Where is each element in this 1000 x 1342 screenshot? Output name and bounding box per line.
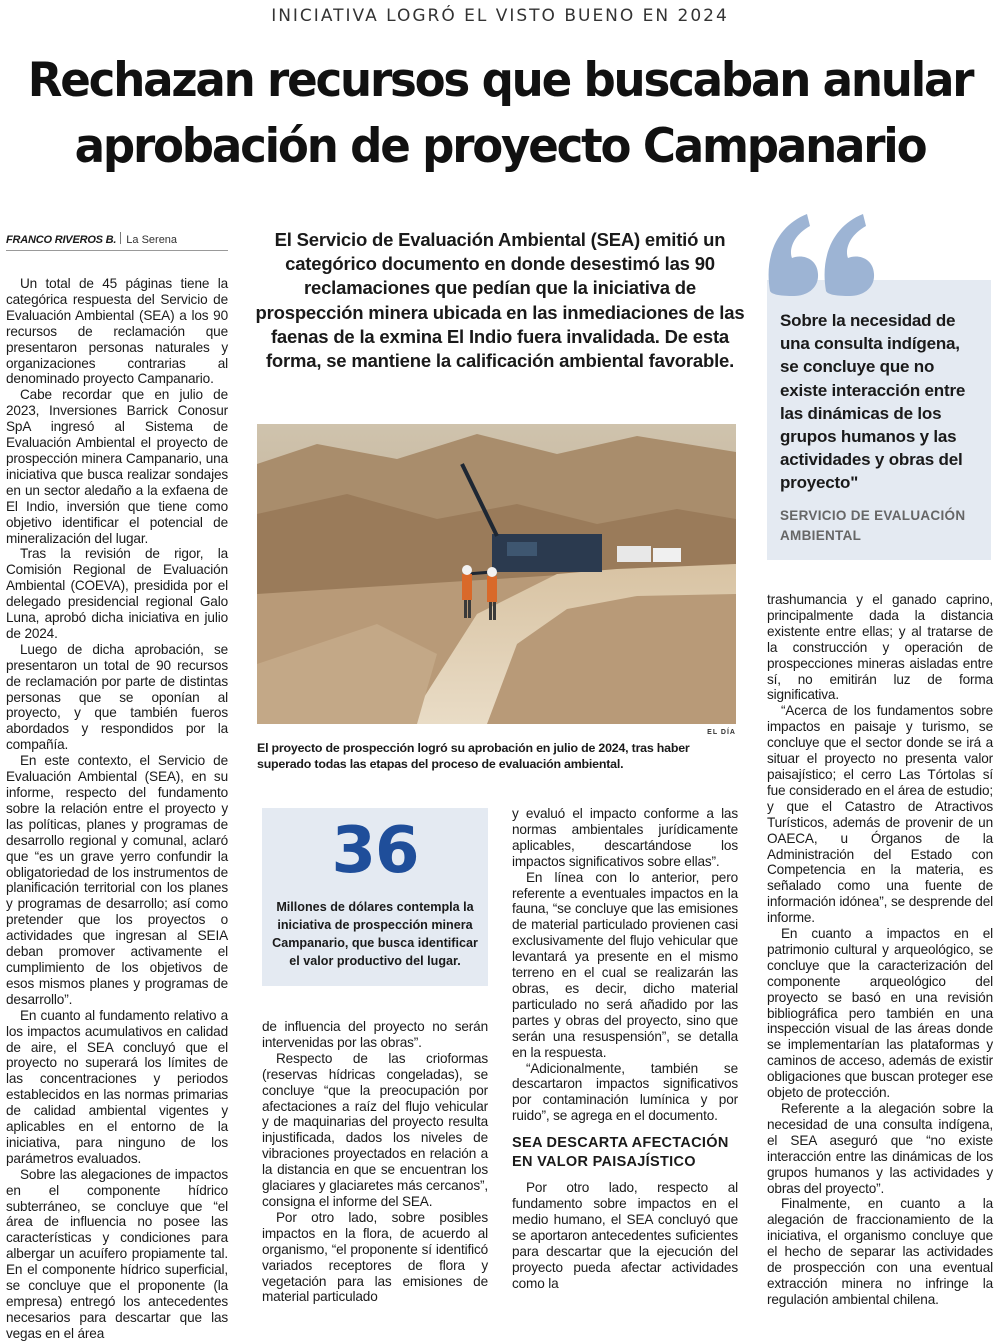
byline: [6, 232, 228, 251]
byline-author: FRANCO RIVEROS B.: [6, 234, 117, 246]
paragraph: Tras la revisión de rigor, la Comisión Regional de Evaluación Ambiental (COEVA), presidida por el delegado presidencial regional Galo Luna, aprobó dicha iniciativa en julio de 2024.: [6, 546, 228, 641]
section-subhead-line-2: EN VALOR PAISAJÍSTICO: [512, 1154, 696, 1171]
body-column-1: [6, 276, 228, 1341]
paragraph: y evaluó el impacto conforme a las normas ambientales jurídicamente aplicables, descartándose los impactos significativos sobre ellas”.: [512, 806, 738, 869]
paragraph: Cabe recordar que en julio de 2023, Inversiones Barrick Conosur SpA ingresó al Sistema de Evaluación Ambiental el proyecto de prospección minera Campanario, una iniciativa que busca realizar sondajes en un sector aledaño a la exfaena de El Indio, inversión que tiene como objetivo identificar el potencial de mineralización del lugar.: [6, 387, 228, 546]
paragraph: Un total de 45 páginas tiene la categórica respuesta del Servicio de Evaluación Ambiental (SEA) a los 90 recursos de reclamación que presentaron personas naturales y organizaciones contrarias al denominado proyecto Campanario.: [6, 276, 228, 387]
byline-location: La Serena: [126, 234, 178, 246]
drill-rig-panel: [507, 542, 537, 556]
photo-credit: EL DÍA: [707, 729, 736, 736]
mining-site-illustration: [257, 424, 736, 724]
stat-description: Millones de dólares contempla la iniciativa de prospección minera Campanario, que busca identificar el valor productivo del lugar.: [272, 900, 478, 968]
body-column-2: [262, 1019, 488, 1319]
paragraph: En línea con lo anterior, pero referente a eventuales impactos en la fauna, “se concluye que las emisiones de material particulado provienen casi exclusivamente del flujo vehicular que levantará ya presente en el mismo terreno en el cual se realizarán las obras, es decir, dicho material particulado no será añadido por las partes y obras del proyecto, sino que serán una resuspensión”, se detalla en la respuesta.: [512, 869, 738, 1060]
paragraph: En cuanto a impactos en el patrimonio cultural y arqueológico, se concluye que la caracterización del componente arqueológico del proyecto se basó en una revisión bibliográfica pero también en una inspección visual de las áreas donde se implementarían las plataformas y caminos de acceso, además de existir obligaciones que buscan proteger ese objeto de protección.: [767, 926, 993, 1101]
headline-line-1: Rechazan recursos que buscaban anular: [27, 53, 973, 108]
pickup-truck: [617, 546, 651, 562]
paragraph: Referente a la alegación sobre la necesidad de una consulta indígena, el SEA aseguró que “no existe interacción entre las dinámicas de los grupos humanos y las actividades y obras del proyecto”.: [767, 1101, 993, 1196]
lead-paragraph: El Servicio de Evaluación Ambiental (SEA) emitió un categórico documento en donde desestimó las 90 reclamaciones que pedían que la iniciativa de prospección minera ubicada en las inmediaciones de las faenas de la exmina El Indio fuera invalidada. De esta forma, se mantiene la calificación ambiental favorable.: [255, 229, 745, 372]
pull-quote-text: Sobre la necesidad de una consulta indígena, se concluye que no existe interacción entre las dinámicas de los grupos humanos y las actividades y obras del proyecto": [780, 311, 966, 493]
stat-number: 36: [331, 814, 419, 888]
body-column-3: [512, 806, 738, 1312]
paragraph: trashumancia y el ganado caprino, principalmente dada la distancia existente entre ellas; y al tratarse de la construcción y operación de prospecciones mineras aisladas entre sí, no emitirán luz de forma significativa.: [767, 592, 993, 703]
worker-2: [487, 576, 497, 602]
paragraph: Finalmente, en cuanto a la alegación de fraccionamiento de la iniciativa, el organismo concluye que el hecho de separar las actividades de prospección con una eventual extracción minera no infringe la regulación ambiental chilena.: [767, 1196, 993, 1307]
section-subhead-line-1: SEA DESCARTA AFECTACIÓN: [512, 1135, 729, 1152]
paragraph: “Acerca de los fundamentos sobre impactos en paisaje y turismo, se concluye que el sector donde se irá a situar el proyecto no presenta valor paisajístico; el cerro Las Tórtolas sí fue considerado en el área de estudio; y que el Catastro de Atractivos Turísticos, además de provenir de un OAECA, u Órganos de la Administración del Estado con Competencia en la materia, es señalado como una fuente de información idónea”, se desprende del informe.: [767, 703, 993, 926]
paragraph: Respecto de las crioformas (reservas hídricas congeladas), se concluye “que la preocupación por afectaciones a raíz del flujo vehicular y de maquinarias del proyecto resulta injustificada, dados los niveles de vibraciones proyectados en relación a la distancia en que se encuentran los glaciares y glaciaretes más cercanos”, consigna el informe del SEA.: [262, 1050, 488, 1209]
section-subhead: [512, 1134, 738, 1172]
kicker: INICIATIVA LOGRÓ EL VISTO BUENO EN 2024: [271, 6, 729, 26]
paragraph: En este contexto, el Servicio de Evaluación Ambiental (SEA), en su informe, respecto del fundamento sobre la relación entre el proyecto y las políticas, planes y programas de desarrollo regional y comunal, aclaró que “es un grave yerro confundir la obligatoriedad de los instrumentos de planificación territorial con los planes y programas de desarrollo; así como pretender que los proyectos o actividades que ingresan al SEIA deban promover activamente el cumplimiento de los objetivos de esos mismos planes y programas de desarrollo”.: [6, 753, 228, 1007]
paragraph: “Adicionalmente, también se descartaron impactos significativos por contaminación lumínica y por ruido”, se agrega en el documento.: [512, 1060, 738, 1124]
worker-1: [462, 574, 472, 600]
headline-line-2: aprobación de proyecto Campanario: [74, 119, 926, 174]
photo-caption: El proyecto de prospección logró su aprobación en julio de 2024, tras haber superado todas las etapas del proceso de evaluación ambiental.: [257, 741, 690, 771]
paragraph: Por otro lado, respecto al fundamento sobre impactos en el medio humano, el SEA concluyó que se aportaron antecedentes suficientes para descartar que la ejecución del proyecto pueda afectar actividades como la: [512, 1180, 738, 1291]
pull-quote-source: SERVICIO DE EVALUACIÓN AMBIENTAL: [780, 508, 966, 543]
paragraph: Luego de dicha aprobación, se presentaron un total de 90 recursos de reclamación por parte de distintas personas que se oponían al proyecto, y que también fueros abordados y respondidos por la compañía.: [6, 641, 228, 753]
body-column-4: [767, 592, 993, 1312]
paragraph: Por otro lado, sobre posibles impactos en la flora, de acuerdo al organismo, “el proponente sí identificó variados receptores de flora y vegetación para las emisiones de material particulado: [262, 1209, 488, 1305]
quote-mark-icon: [762, 196, 882, 306]
paragraph: de influencia del proyecto no serán intervenidas por las obras”.: [262, 1019, 488, 1050]
headline: [20, 48, 980, 180]
pickup-truck-2: [653, 548, 681, 562]
byline-divider: [120, 232, 121, 244]
article-photo: [257, 424, 736, 724]
paragraph: Sobre las alegaciones de impactos en el componente hídrico subterráneo, se concluye que “el área de influencia no posee las características y condiciones para albergar un acuífero propiamente tal. En el componente hídrico superficial, se concluye que el proponente (la empresa) entregó los antecedentes necesarios para descartar que las vegas en el área: [6, 1166, 228, 1341]
paragraph: En cuanto al fundamento relativo a los impactos acumulativos en calidad de aire, el SEA concluyó que el proyecto no superará los límites de las concentraciones y periodos establecidos en las normas primarias de calidad ambiental vigentes y aplicables en el entorno de la iniciativa, para ninguno de los parámetros evaluados.: [6, 1007, 228, 1166]
